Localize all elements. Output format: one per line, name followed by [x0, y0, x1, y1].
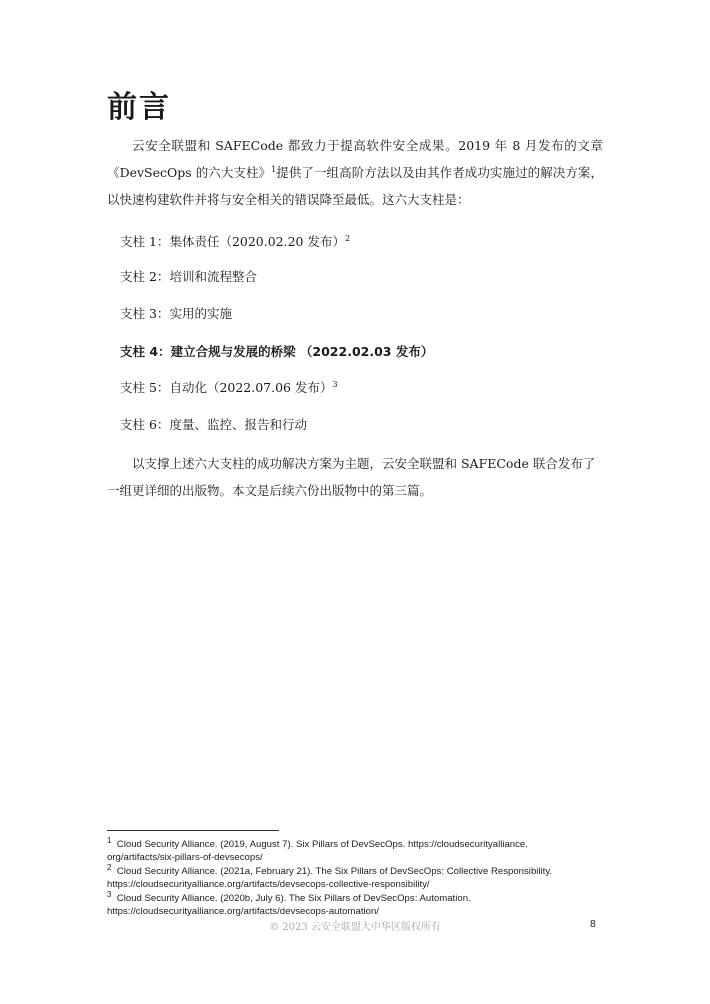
- page-title: 前言: [107, 90, 171, 125]
- pillar-1: [120, 233, 350, 251]
- footnote-1-link[interactable]: org/artifacts/six-pillars-of-devsecops/: [107, 852, 263, 864]
- footnote-3-link[interactable]: https://cloudsecurityalliance.org/artifacts/devsecops-automation/: [107, 906, 379, 918]
- footnote-text: Cloud Security Alliance. (2021a, February 21). The Six Pillars of DevSecOps: Collective Responsibility.: [116, 865, 553, 877]
- intro-text: 云安全联盟和 SAFECode 都致力于提高软件安全成果。2019 年 8 月发布的文章《DevSecOps 的六大支柱》: [107, 138, 603, 180]
- footnote-3: [107, 889, 607, 905]
- footnote-text: Cloud Security Alliance. (2019, August 7). Six Pillars of DevSecOps. https://cloudsecurityalliance.: [116, 839, 528, 850]
- footnote-number: 2: [107, 862, 112, 872]
- footnote-number: 1: [107, 835, 112, 845]
- pillar-text: 自动化（2022.07.06 发布）: [169, 380, 333, 395]
- pillar-6: [120, 416, 307, 434]
- pillar-label: 支柱 3：: [120, 306, 170, 321]
- pillar-label: 支柱 6：: [120, 417, 170, 432]
- intro-paragraph: [107, 132, 603, 213]
- footnote-ref-3[interactable]: 3: [332, 379, 338, 389]
- footnote-2: [107, 862, 607, 878]
- intro-text-cont: 提供了一组高阶方法以及由其作者成功实施过的解决方案，以快速构建软件并将与安全相关的错误降至最低。这六大支柱是：: [107, 165, 603, 207]
- footnote-ref-1[interactable]: 1: [271, 164, 277, 174]
- pillar-label: 支柱 2：: [120, 269, 170, 284]
- pillar-3: [120, 305, 232, 323]
- footnote-text: Cloud Security Alliance. (2020b, July 6). The Six Pillars of DevSecOps: Automation.: [116, 892, 471, 904]
- footnote-2-link[interactable]: https://cloudsecurityalliance.org/artifacts/devsecops-collective-responsibility/: [107, 879, 430, 891]
- pillar-label: 支柱 5：: [120, 380, 170, 395]
- pillar-text: 度量、监控、报告和行动: [169, 417, 307, 432]
- pillar-5: [120, 379, 338, 397]
- pillar-text: 集体责任（2020.02.20 发布）: [169, 234, 345, 249]
- pillar-2: [120, 268, 257, 286]
- copyright-notice: © 2023 云安全联盟大中华区版权所有: [269, 922, 441, 933]
- pillar-4: [120, 343, 433, 361]
- pillar-text: 建立合规与发展的桥梁 （2022.02.03 发布）: [170, 344, 434, 359]
- pillar-text: 实用的实施: [169, 306, 232, 321]
- pillar-label: 支柱 4：: [120, 344, 171, 359]
- footnote-number: 3: [107, 889, 112, 899]
- closing-paragraph: 以支撑上述六大支柱的成功解决方案为主题，云安全联盟和 SAFECode 联合发布了一组更详细的出版物。本文是后续六份出版物中的第三篇。: [107, 456, 596, 498]
- footnote-ref-2[interactable]: 2: [344, 233, 351, 243]
- pillar-label: 支柱 1：: [120, 234, 170, 249]
- footnotes: [107, 835, 607, 918]
- footnote-divider: [107, 830, 279, 831]
- pillar-text: 培训和流程整合: [169, 269, 257, 284]
- page-number: 8: [590, 918, 596, 930]
- footnote-1: [107, 835, 607, 851]
